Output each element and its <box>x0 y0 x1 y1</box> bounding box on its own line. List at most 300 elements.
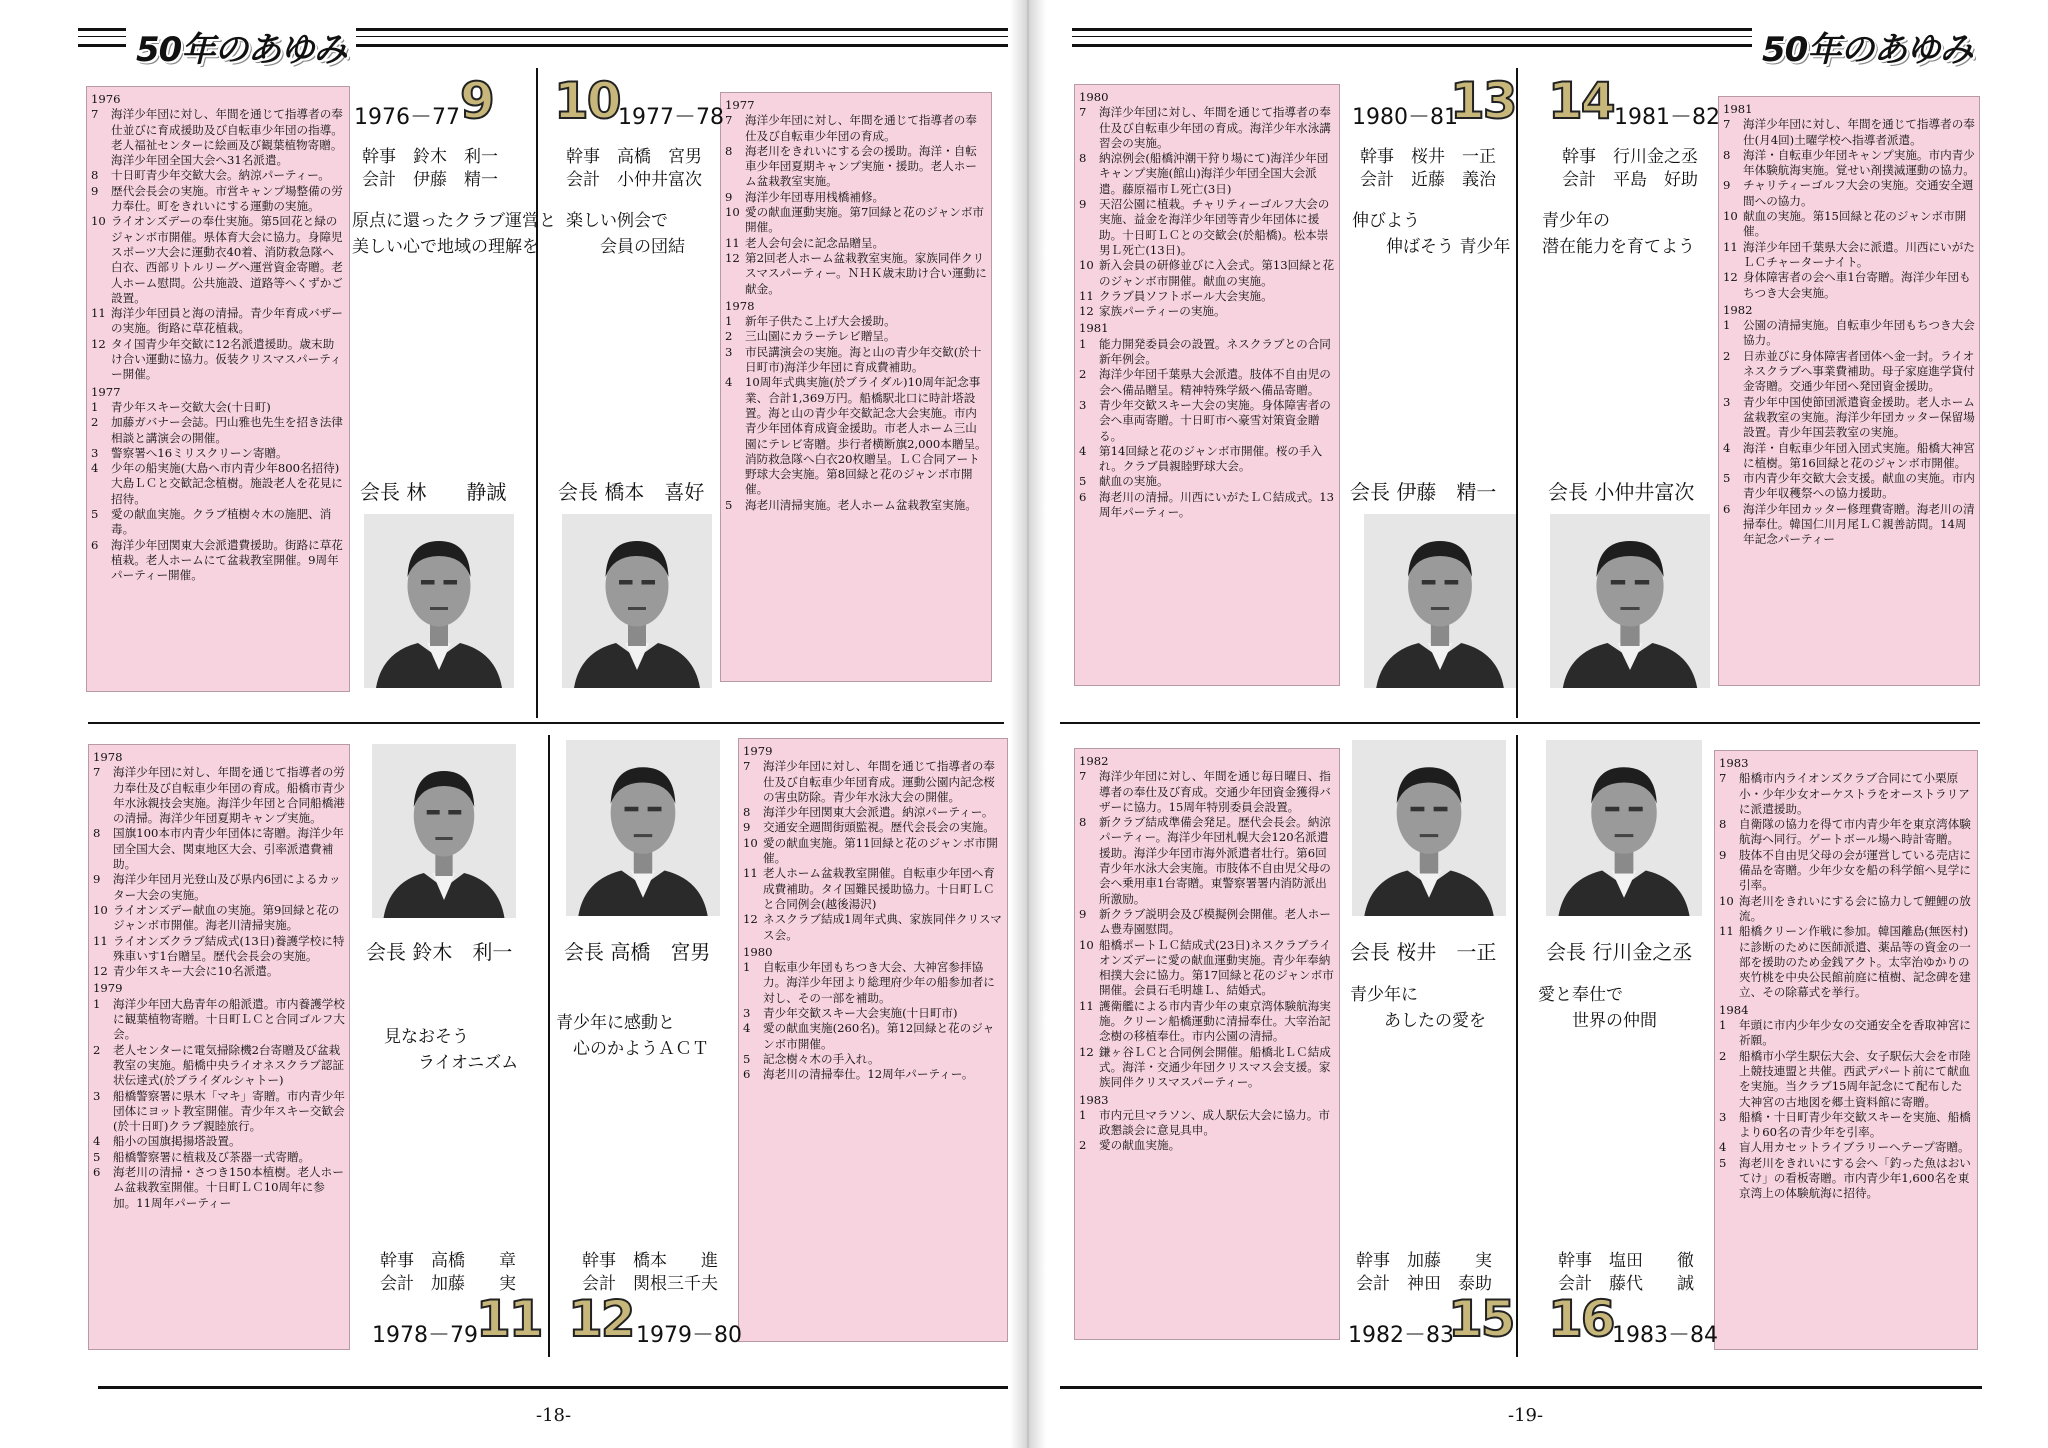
entry-month: 2 <box>93 1042 101 1057</box>
activity-entry <box>91 168 345 183</box>
entry-month: 5 <box>1079 474 1087 489</box>
activity-box <box>1074 84 1340 686</box>
slogan-line: 世界の仲間 <box>1538 1011 1657 1032</box>
term-years: 1978－79 <box>372 1323 478 1348</box>
entry-month: 1 <box>91 399 99 414</box>
activity-entry <box>725 113 987 144</box>
entry-text: 海洋少年団に対し、年間を通じて指導者の奉仕及び自転車少年団の育成。海洋少年水泳講習会の実施。 <box>1099 105 1331 150</box>
entry-text: ライオンズデー献血の実施。第9回緑と花のジャンボ市開催。海老川清掃実施。 <box>113 902 340 933</box>
activity-year: 1977 <box>725 98 755 112</box>
activity-entry <box>1719 1140 1973 1155</box>
entry-month: 7 <box>1079 769 1087 784</box>
portrait-photo <box>1546 740 1702 916</box>
activity-entry <box>1719 771 1973 817</box>
entry-text: 第14回緑と花のジャンボ市開催。桜の手入れ。クラブ員親睦野球大会。 <box>1099 443 1323 474</box>
activity-year: 1983 <box>1719 756 1749 770</box>
entry-month: 7 <box>725 113 733 128</box>
entry-month: 11 <box>1719 924 1734 939</box>
column-divider <box>548 735 550 1357</box>
entry-text: 年頭に市内少年少女の交通安全を香取神宮に祈願。 <box>1739 1018 1971 1048</box>
activity-entry <box>1079 1045 1335 1091</box>
officer-line: 会計 伊藤 精一 <box>362 169 498 190</box>
entry-text: 海洋少年団関東大会派遣費援助。街路に草花植栽。老人ホームにて盆栽教室開催。9周年パーティー開催。 <box>111 537 343 583</box>
slogan <box>1538 982 1657 1035</box>
entry-month: 3 <box>91 445 99 460</box>
activity-entry <box>725 236 987 251</box>
activity-entry <box>725 251 987 297</box>
activity-year: 1983 <box>1079 1092 1109 1107</box>
activity-year: 1981 <box>1079 321 1109 336</box>
entry-month: 1 <box>1079 336 1087 351</box>
entry-text: 愛の献血実施(260名)。第12回緑と花のジャンボ市開催。 <box>763 1021 995 1051</box>
entry-text: ライオンズデーの奉仕実施。第5回花と緑のジャンボ市開催。県体育大会に協力。身障児スポーツ大会に運動衣40着、消防救急隊へ白衣、西部リトルリーグへ運営資金寄贈。老人ホーム慰問。公共施設、道路等へくずかご設置。 <box>111 214 343 305</box>
slogan <box>556 1010 709 1063</box>
entry-month: 9 <box>743 820 751 835</box>
entry-text: 加藤ガバナー会誌。円山雅也先生を招き法律相談と講演会の開催。 <box>111 415 343 445</box>
officer-line: 幹事 塩田 徹 <box>1558 1251 1694 1271</box>
entry-month: 10 <box>91 214 106 229</box>
activity-entry <box>1079 151 1335 197</box>
activity-entry <box>93 1134 345 1149</box>
entry-text: 海老川清掃実施。老人ホーム盆栽教室実施。 <box>745 497 977 512</box>
entry-month: 3 <box>1079 397 1087 412</box>
activity-year: 1979 <box>743 744 773 758</box>
activity-entry <box>91 507 345 538</box>
page-number: -19- <box>1508 1405 1544 1426</box>
activity-box <box>86 86 350 692</box>
entry-text: 船橋警察署に植栽及び茶器一式寄贈。 <box>113 1149 311 1164</box>
officers <box>380 1250 516 1296</box>
activity-entry <box>1079 337 1335 368</box>
entry-text: 海洋少年団大島青年の船派遣。市内養護学校に観葉植物寄贈。十日町ＬＣと合同ゴルフ大会。 <box>113 996 345 1042</box>
entry-text: 第2回老人ホーム盆栽教室実施。家族同伴クリスマスパーティー。ＮＨＫ歳末助け合い運動に献金。 <box>745 250 987 296</box>
entry-text: 自転車少年団もちつき大会、大神宮参拝協力。海洋少年団より総理府少年の船参加者に対し、その一部を補助。 <box>763 960 995 1005</box>
activity-entry <box>93 964 345 979</box>
entry-month: 1 <box>1719 1018 1727 1033</box>
entry-text: 身体障害者の会へ車1台寄贈。海洋少年団もちつき大会実施。 <box>1743 270 1971 300</box>
row-divider <box>88 722 1004 724</box>
entry-text: 青少年交歓スキー大会の実施。身体障害者の会へ車両寄贈。十日町市へ豪雪対策資金贈る。 <box>1099 397 1331 443</box>
activity-year: 1980 <box>1079 90 1109 104</box>
entry-text: ネスクラブ結成1周年式典、家族同伴クリスマス会。 <box>763 912 1002 942</box>
slogan <box>384 1024 518 1077</box>
activity-entry <box>1079 490 1335 521</box>
entry-text: 海老川をきれいにする会の援助。海洋・自転車少年団夏期キャンプ実施・援助。老人ホーム盆栽教室実施。 <box>745 143 977 189</box>
officer-line: 幹事 高橋 宮男 <box>566 147 702 167</box>
activity-entry <box>91 461 345 507</box>
entry-month: 5 <box>1719 1155 1727 1170</box>
activity-year: 1978 <box>93 750 123 764</box>
term-number: 12 <box>568 1290 634 1348</box>
entry-month: 6 <box>91 537 99 552</box>
entry-month: 8 <box>725 143 733 158</box>
entry-text: 海洋少年団千葉県大会派遣。肢体不自由児の会へ備品贈呈。精神特殊学級へ備品寄贈。 <box>1099 367 1331 397</box>
entry-text: 海老川の清掃奉仕。12周年パーティー。 <box>763 1067 974 1082</box>
entry-text: 海老川をきれいにする会へ「釣った魚はおいてけ」の看板寄贈。市内青少年1,600名を東京湾上の体験航海に招待。 <box>1739 1155 1971 1201</box>
entry-month: 9 <box>1079 197 1087 212</box>
entry-month: 7 <box>1723 117 1731 132</box>
entry-month: 1 <box>93 996 101 1011</box>
entry-text: 新年子供たこ上げ大会援助。 <box>745 314 896 329</box>
entry-text: 海洋少年団に対し、年間を通じ毎日曜日、指導者の奉仕及び育成。交通少年団資金獲得バザーに協力。15周年特別委員会設置。 <box>1099 769 1331 814</box>
activity-entry <box>1723 502 1975 548</box>
entry-text: 海洋少年団千葉県大会に派遣。川西にいがたＬＣチャーターナイト。 <box>1743 239 1975 269</box>
president-name: 会長 橋本 喜好 <box>558 480 705 504</box>
officers <box>1360 146 1496 192</box>
entry-month: 8 <box>743 805 751 820</box>
entry-text: 老人会句会に記念品贈呈。 <box>745 235 885 250</box>
entry-month: 8 <box>1719 817 1727 832</box>
activity-entry <box>743 759 1003 805</box>
footer-rule <box>1060 1386 1982 1389</box>
entry-text: 警察署へ16ミリスクリーン寄贈。 <box>111 445 288 460</box>
entry-month: 3 <box>1723 394 1731 409</box>
entry-text: 船橋市小学生駅伝大会、女子駅伝大会を市陸上競技連盟と共催。西武デパート前にて献血を実施。当クラブ15周年記念にて配布した大神宮の古地図を郷土資料館に寄贈。 <box>1739 1048 1971 1109</box>
officer-line: 会計 平島 好助 <box>1562 169 1698 190</box>
activity-entry <box>1079 938 1335 999</box>
activity-entry <box>743 1052 1003 1067</box>
entry-month: 12 <box>93 964 108 979</box>
entry-text: 船橋ポートＬＣ結成式(23日)ネスクラブライオンズデーに愛の献血運動実施。青少年奉納相撲大会に協力。第17回緑と花のジャンボ市開催。会員石毛明雄Ｌ、結婚式。 <box>1099 937 1334 998</box>
entry-text: 青少年中国使節団派遣資金援助。老人ホーム盆栽教室の実施。海洋少年団カッター保留場設置。青少年国芸教室の実施。 <box>1743 394 1975 440</box>
row-divider <box>1060 722 1980 724</box>
entry-text: 青少年スキー交歓大会(十日町) <box>111 399 271 414</box>
term-years: 1982－83 <box>1348 1323 1454 1348</box>
activity-entry <box>1723 178 1975 209</box>
entry-month: 11 <box>91 306 106 321</box>
officer-line: 幹事 高橋 章 <box>380 1251 516 1271</box>
slogan <box>1352 208 1510 261</box>
entry-month: 1 <box>725 314 733 329</box>
entry-text: 10周年式典実施(於ブライダル)10周年記念事業、合計1,369万円。船橋駅北口に時計塔設置。海と山の青少年交歓記念大会実施。市内青少年団体育成資金援助。市老人ホーム三山園にテレビ寄贈。歩行者横断旗2,000本贈呈。消防救急隊へ白衣20枚贈呈。ＬＣ合同アート野球大会実施。第8回緑と花のジャンボ市開催。 <box>745 375 987 497</box>
entry-text: 鎌ヶ谷ＬＣと合同例会開催。船橋北ＬＣ結成式。海洋・交通少年団クリスマス会支援。家族同伴クリスマスパーティー。 <box>1099 1044 1331 1090</box>
page-number: -18- <box>536 1405 572 1426</box>
activity-entry <box>1079 258 1335 289</box>
officer-line: 会計 加藤 実 <box>380 1273 516 1294</box>
slogan-line: 楽しい例会で <box>566 211 668 231</box>
activity-entry <box>1079 197 1335 258</box>
entry-text: 天沼公園に植栽。チャリティーゴルフ大会の実施、益金を海洋少年団等青少年団体に援助。十日町ＬＣとの交歓会(於船橋)。松本崇男Ｌ死亡(13日)。 <box>1099 197 1330 257</box>
activity-year: 1977 <box>91 384 121 399</box>
slogan-line: 愛と奉仕で <box>1538 985 1623 1005</box>
entry-month: 10 <box>725 205 740 220</box>
footer-rule <box>98 1386 1008 1389</box>
entry-text: 新入会員の研修並びに入会式。第13回緑と花のジャンボ市開催。献血の実施。 <box>1099 258 1335 288</box>
activity-entry <box>743 805 1003 820</box>
entry-month: 1 <box>1723 318 1731 333</box>
activity-entry <box>725 345 987 376</box>
activity-entry <box>93 1165 345 1211</box>
entry-month: 12 <box>1079 304 1094 319</box>
activity-entry <box>1079 907 1335 938</box>
entry-month: 9 <box>1723 178 1731 193</box>
activity-entry <box>1079 474 1335 489</box>
activity-entry <box>91 306 345 337</box>
portrait-photo <box>1352 740 1506 916</box>
president-name: 会長 林 静誠 <box>360 480 507 504</box>
entry-month: 2 <box>725 329 733 344</box>
activity-entry <box>93 1089 345 1135</box>
slogan <box>566 208 685 261</box>
activity-entry <box>1719 894 1973 925</box>
activity-entry <box>93 903 345 934</box>
entry-month: 11 <box>93 933 108 948</box>
activity-entry <box>743 1006 1003 1021</box>
entry-text: 老人センターに電気掃除機2台寄贈及び盆栽教室の実施。船橋中央ライオネスクラブ認証状伝達式(於ブライダルシャトー) <box>113 1042 345 1088</box>
entry-text: 国旗100本市内青少年団体に寄贈。海洋少年団全国大会、関東地区大会、引率派遣費補助。 <box>113 826 344 872</box>
entry-text: クラブ員ソフトボール大会実施。 <box>1099 288 1273 303</box>
entry-text: 愛の献血実施。第11回緑と花のジャンボ市開催。 <box>763 835 998 866</box>
entry-month: 12 <box>725 250 740 265</box>
activity-entry <box>725 314 987 329</box>
activity-entry <box>1079 367 1335 398</box>
entry-month: 12 <box>1079 1044 1094 1059</box>
entry-month: 6 <box>1723 501 1731 516</box>
entry-text: 納涼例会(船橋沖潮干狩り場にて)海洋少年団キャンプ実施(館山)海洋少年団全国大会派遣。藤原福市Ｌ死亡(3日) <box>1099 151 1329 196</box>
entry-month: 1 <box>1079 1107 1087 1122</box>
entry-text: 歴代会長会の実施。市営キャンプ場整備の労力奉仕。町をきれいにする運動の実施。 <box>111 183 343 214</box>
officer-line: 会計 近藤 義治 <box>1360 169 1496 190</box>
entry-month: 11 <box>1079 288 1094 303</box>
activity-entry <box>743 912 1003 943</box>
slogan <box>352 208 556 261</box>
activity-entry <box>1723 209 1975 240</box>
entry-month: 4 <box>91 461 99 476</box>
entry-month: 12 <box>91 336 106 351</box>
activity-entry <box>743 866 1003 912</box>
column-divider <box>1516 68 1518 718</box>
banner-title: 50年のあゆみ <box>1752 22 1982 71</box>
activity-entry <box>1723 471 1975 502</box>
entry-text: 愛の献血実施。 <box>1099 1138 1181 1153</box>
entry-month: 10 <box>1719 893 1734 908</box>
entry-text: 海洋少年団月光登山及び県内6団によるカッター大会の実施。 <box>113 872 341 902</box>
entry-month: 1 <box>743 960 751 975</box>
term-number: 11 <box>476 1290 542 1348</box>
term-number: 13 <box>1450 72 1516 130</box>
entry-text: 海洋少年団員と海の清掃。青少年育成バザーの実施。街路に草花植栽。 <box>111 306 343 336</box>
portrait-photo <box>1550 514 1710 688</box>
term-years: 1980－81 <box>1352 105 1458 130</box>
term-number: 15 <box>1448 1290 1514 1348</box>
activity-box <box>88 744 350 1350</box>
activity-entry <box>1079 999 1335 1045</box>
banner-title: 50年のあゆみ <box>126 22 356 71</box>
entry-month: 11 <box>743 866 758 881</box>
entry-month: 7 <box>1719 771 1727 786</box>
slogan-line: 美しい心で地域の理解を <box>352 237 539 258</box>
slogan-line: 潜在能力を育てよう <box>1542 237 1695 258</box>
entry-text: チャリティーゴルフ大会の実施。交通安全週間への協力。 <box>1743 178 1974 208</box>
activity-entry <box>725 498 987 513</box>
entry-text: 日赤並びに身体障害者団体へ金一封。ライオネスクラブへ事業費補助。母子家庭進学貸付金寄贈。交通少年団へ発団資金援助。 <box>1743 348 1975 394</box>
portrait-photo <box>566 740 720 916</box>
entry-text: 船橋・十日町青少年交歓スキーを実施、船橋より60名の青少年を引率。 <box>1739 1109 1971 1140</box>
term-years: 1977－78 <box>618 105 724 130</box>
officer-line: 幹事 加藤 実 <box>1356 1251 1492 1271</box>
entry-month: 10 <box>1079 258 1094 273</box>
entry-month: 3 <box>725 344 733 359</box>
entry-month: 4 <box>1079 443 1087 458</box>
activity-entry <box>1079 105 1335 151</box>
activity-year: 1976 <box>91 92 121 106</box>
activity-entry <box>1719 1049 1973 1110</box>
entry-month: 8 <box>1723 147 1731 162</box>
entry-month: 7 <box>93 765 101 780</box>
column-divider <box>536 68 538 718</box>
activity-entry <box>93 1150 345 1165</box>
activity-entry <box>725 144 987 190</box>
entry-month: 4 <box>1723 440 1731 455</box>
entry-text: 公園の清掃実施。自転車少年団もちつき大会協力。 <box>1743 318 1975 348</box>
activity-year: 1984 <box>1719 1002 1749 1017</box>
entry-month: 7 <box>91 107 99 122</box>
entry-month: 8 <box>1079 815 1087 830</box>
entry-month: 3 <box>743 1006 751 1021</box>
activity-entry <box>1719 924 1973 1000</box>
slogan-line: 会員の団結 <box>566 237 685 258</box>
activity-entry <box>93 765 345 826</box>
entry-text: 海洋少年団専用桟橋補修。 <box>745 189 885 204</box>
activity-entry <box>1719 817 1973 848</box>
entry-month: 9 <box>725 189 733 204</box>
entry-month: 6 <box>93 1165 101 1180</box>
entry-month: 9 <box>1719 847 1727 862</box>
slogan-line: ライオニズム <box>384 1053 519 1074</box>
entry-text: 肢体不自由児父母の会が運営している売店に備品を寄贈。少年少女を船の科学館へ見学に引率。 <box>1739 847 1971 893</box>
entry-text: 海洋少年団に対し、年間を通じて指導者の奉仕及び自転車少年団の育成。 <box>745 113 977 143</box>
slogan-line: あしたの愛を <box>1350 1011 1486 1032</box>
entry-text: 海洋少年団関東大会派遣。納涼パーティー。 <box>763 805 994 820</box>
activity-box <box>720 92 992 682</box>
entry-text: 新クラブ説明会及び模擬例会開催。老人ホーム豊寿園慰問。 <box>1099 906 1331 937</box>
slogan-line: 伸ばそう 青少年 <box>1352 237 1511 258</box>
term-number: 9 <box>460 72 493 130</box>
entry-text: 海洋少年団に対し、年間を通じて指導者の労力奉仕及び自転車少年団の育成。船橋市青少年水泳親技会実施。海洋少年団と合同船橋港の清掃。海洋少年団夏期キャンプ実施。 <box>113 765 345 826</box>
entry-month: 8 <box>93 826 101 841</box>
activity-entry <box>725 205 987 236</box>
entry-month: 10 <box>1723 209 1738 224</box>
entry-text: 海洋少年団に対し、年間を通じて指導者の奉仕及び自転車少年団育成。運動公園内記念桜の害虫防除。青少年水泳大会の開催。 <box>763 759 995 804</box>
officer-line: 幹事 橋本 進 <box>582 1251 718 1271</box>
activity-entry <box>1723 395 1975 441</box>
activity-entry <box>725 375 987 497</box>
president-name: 会長 桜井 一正 <box>1350 940 1497 964</box>
entry-month: 2 <box>1719 1048 1727 1063</box>
entry-month: 5 <box>91 507 99 522</box>
entry-month: 10 <box>1079 937 1094 952</box>
entry-month: 5 <box>743 1051 751 1066</box>
entry-text: ライオンズクラブ結成式(13日)養護学校に特殊車いす1台贈呈。歴代会長会の実施。 <box>113 933 345 963</box>
activity-entry <box>1723 270 1975 301</box>
slogan <box>1350 982 1486 1035</box>
president-name: 会長 行川金之丞 <box>1546 940 1693 964</box>
term-years: 1981－82 <box>1614 105 1720 130</box>
entry-text: 船橋市内ライオンズクラブ合同にて小栗原小・少年少女オーケストラをオーストラリアに派遣援助。 <box>1739 771 1970 816</box>
entry-text: 海洋少年団に対し、年間を通じて指導者の奉仕(月4回)土曜学校へ指導者派遣。 <box>1743 117 1975 147</box>
entry-text: 市民講演会の実施。海と山の青少年交歓(於十日町市)海洋少年団に育成費補助。 <box>745 344 982 375</box>
activity-entry <box>743 960 1003 1006</box>
slogan-line: 青少年の <box>1542 211 1610 231</box>
activity-entry <box>91 538 345 584</box>
entry-text: 船橋警察署に県木「マキ」寄贈。市内青少年団体にヨット教室開催。青少年スキー交歓会(於十日町)クラブ親睦旅行。 <box>113 1088 345 1134</box>
activity-entry <box>93 1043 345 1089</box>
portrait-photo <box>364 514 514 688</box>
entry-text: 海老川の清掃・さつき150本植樹。老人ホーム盆栽教室開催。十日町ＬＣ10周年に参加。11周年パーティー <box>113 1165 344 1210</box>
activity-entry <box>93 934 345 965</box>
activity-entry <box>91 446 345 461</box>
portrait-photo <box>562 514 712 688</box>
activity-entry <box>93 997 345 1043</box>
entry-month: 4 <box>93 1134 101 1149</box>
officers <box>582 1250 718 1296</box>
entry-text: 海老川の清掃。川西にいがたＬＣ結成式。13周年パーティー。 <box>1099 489 1335 520</box>
entry-text: 献血の実施。 <box>1099 474 1169 489</box>
entry-month: 9 <box>91 183 99 198</box>
activity-year: 1982 <box>1079 754 1109 768</box>
officer-line: 幹事 桜井 一正 <box>1360 147 1496 167</box>
entry-text: 記念樹々木の手入れ。 <box>763 1051 880 1066</box>
entry-text: 船橋クリーン作戦に参加。韓国離島(無医村)に診断のために医師派遣、薬品等の資金の一部を援助のため金銭アクト。太宰治ゆかりの夾竹桃を中央公民館前庭に植樹、記念碑を建立、その除幕式を挙行。 <box>1739 924 1971 1000</box>
activity-entry <box>1723 441 1975 472</box>
activity-year: 1978 <box>725 298 755 313</box>
entry-text: 能力開発委員会の設置。ネスクラブとの合同新年例会。 <box>1099 336 1331 367</box>
officer-line: 幹事 行川金之丞 <box>1562 147 1698 167</box>
activity-box <box>1074 748 1340 1340</box>
term-years: 1976－77 <box>354 105 460 130</box>
entry-month: 8 <box>91 168 99 183</box>
slogan-line: 伸びよう <box>1352 211 1420 231</box>
entry-month: 4 <box>725 375 733 390</box>
activity-entry <box>725 190 987 205</box>
entry-month: 2 <box>1723 348 1731 363</box>
entry-text: 三山園にカラーテレビ贈呈。 <box>745 329 896 344</box>
entry-text: 海洋・自転車少年団入団式実施。船橋大神宮に植樹。第16回緑と花のジャンボ市開催。 <box>1743 440 1975 470</box>
entry-month: 3 <box>1719 1109 1727 1124</box>
entry-month: 3 <box>93 1088 101 1103</box>
entry-text: 市内元旦マラソン、成人駅伝大会に協力。市政懇談会に意見具申。 <box>1099 1107 1330 1138</box>
activity-entry <box>1079 398 1335 444</box>
activity-entry <box>91 415 345 446</box>
activity-entry <box>1079 769 1335 815</box>
portrait-photo <box>372 744 516 918</box>
entry-text: 市内青少年交歓大会支援。献血の実施。市内青少年収穫祭への協力援助。 <box>1743 471 1975 501</box>
activity-entry <box>1079 289 1335 304</box>
slogan-line: 原点に還ったクラブ運営と <box>352 211 556 231</box>
activity-entry <box>743 836 1003 867</box>
activity-entry <box>1079 444 1335 475</box>
entry-month: 2 <box>1079 367 1087 382</box>
entry-text: 護衛艦による市内青少年の東京湾体験航海実施。クリーン船橋運動に清掃奉仕。大宰治記念樹の移植奉仕。市内公園の清掃。 <box>1099 998 1331 1044</box>
activity-entry <box>1723 318 1975 349</box>
activity-year: 1981 <box>1723 102 1753 116</box>
term-number: 16 <box>1548 1290 1614 1348</box>
entry-text: 十日町青少年交歓大会。納涼パーティー。 <box>111 168 330 183</box>
entry-month: 9 <box>1079 906 1087 921</box>
entry-month: 5 <box>725 497 733 512</box>
activity-entry <box>93 826 345 872</box>
officers <box>1356 1250 1492 1296</box>
entry-text: 愛の献血運動実施。第7回緑と花のジャンボ市開催。 <box>745 205 985 235</box>
entry-text: 盲人用カセットライブラリーへテープ寄贈。 <box>1739 1140 1970 1155</box>
activity-year: 1980 <box>743 944 773 959</box>
officer-line: 会計 小仲井富次 <box>566 169 702 190</box>
entry-month: 12 <box>743 912 758 927</box>
activity-entry <box>91 184 345 215</box>
activity-entry <box>91 337 345 383</box>
entry-text: 老人ホーム盆栽教室開催。自転車少年団へ育成費補助。タイ国難民援助協力。十日町ＬＣと合同例会(越後湯沢) <box>763 866 995 911</box>
entry-month: 7 <box>743 759 751 774</box>
